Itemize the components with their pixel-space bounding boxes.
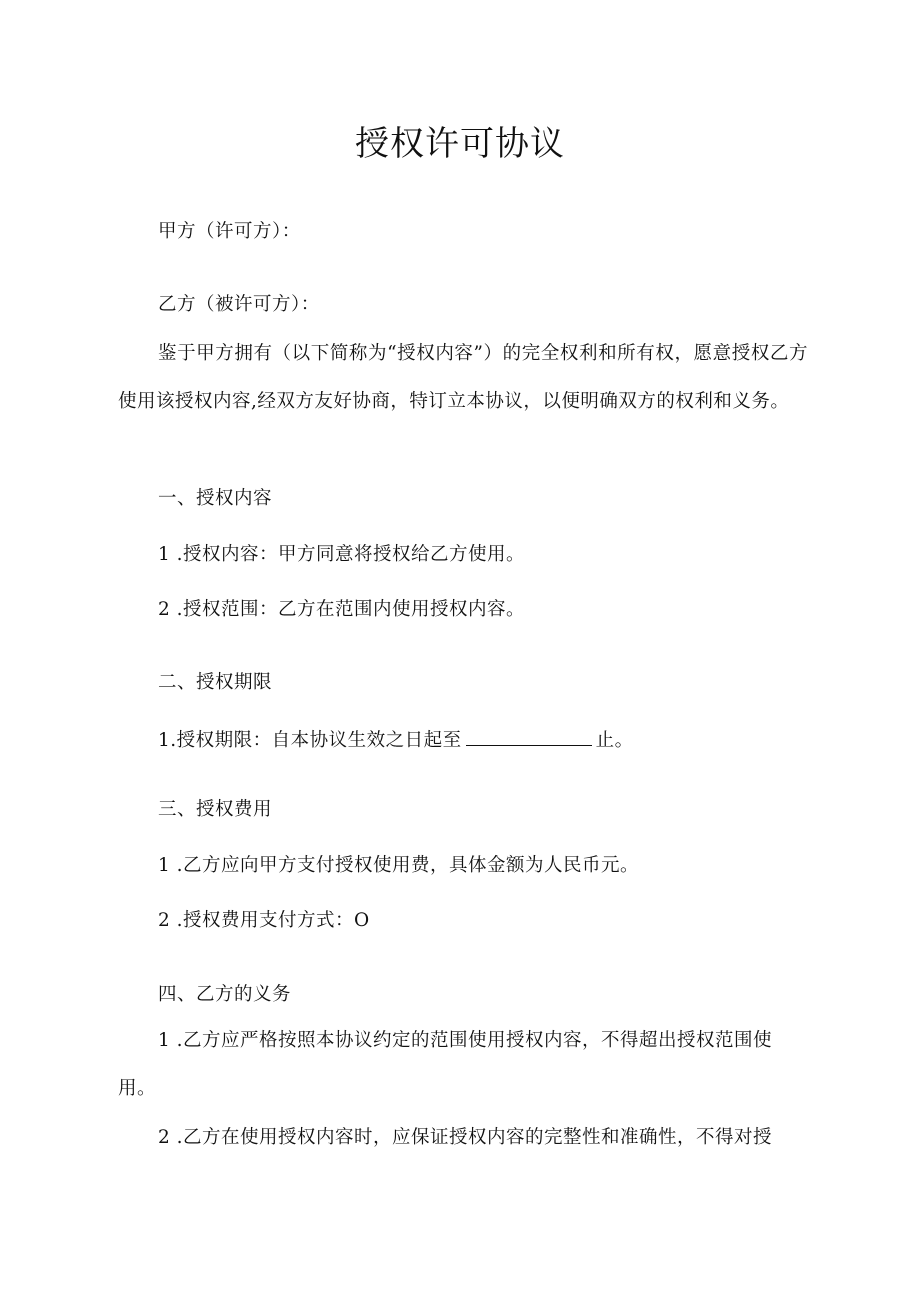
section3-item2: 2 .授权费用支付方式：O	[158, 910, 370, 931]
section4-heading: 四、乙方的义务	[158, 984, 292, 1005]
section2-item1	[158, 727, 634, 754]
section1-heading: 一、授权内容	[158, 488, 273, 509]
section1-item2: 2 .授权范围：乙方在范围内使用授权内容。	[158, 599, 526, 620]
section3-item1: 1 .乙方应向甲方支付授权使用费，具体金额为人民币元。	[158, 855, 640, 876]
section3-heading: 三、授权费用	[158, 799, 273, 820]
section4-item2-line1: 2 .乙方在使用授权内容时，应保证授权内容的完整性和准确性，不得对授	[158, 1127, 773, 1148]
section4-item1-line2: 用。	[118, 1078, 157, 1099]
term-suffix: 止。	[595, 730, 634, 751]
section2-heading: 二、授权期限	[158, 672, 273, 693]
term-prefix: 1.授权期限：自本协议生效之日起至	[158, 730, 462, 751]
party-a-line: 甲方（许可方）：	[158, 221, 301, 242]
party-b-line: 乙方（被许可方）：	[158, 294, 320, 315]
document-title: 授权许可协议	[355, 124, 565, 164]
section1-item1: 1 .授权内容：甲方同意将授权给乙方使用。	[158, 544, 526, 565]
intro-paragraph: 鉴于甲方拥有（以下简称为“授权内容”）的完全权利和所有权，愿意授权乙方使用该授权内容,经双方友好协商，特订立本协议，以便明确双方的权利和义务。	[118, 343, 808, 412]
section4-item1-line1: 1 .乙方应严格按照本协议约定的范围使用授权内容，不得超出授权范围使	[158, 1030, 773, 1051]
term-end-date-blank	[466, 727, 592, 746]
